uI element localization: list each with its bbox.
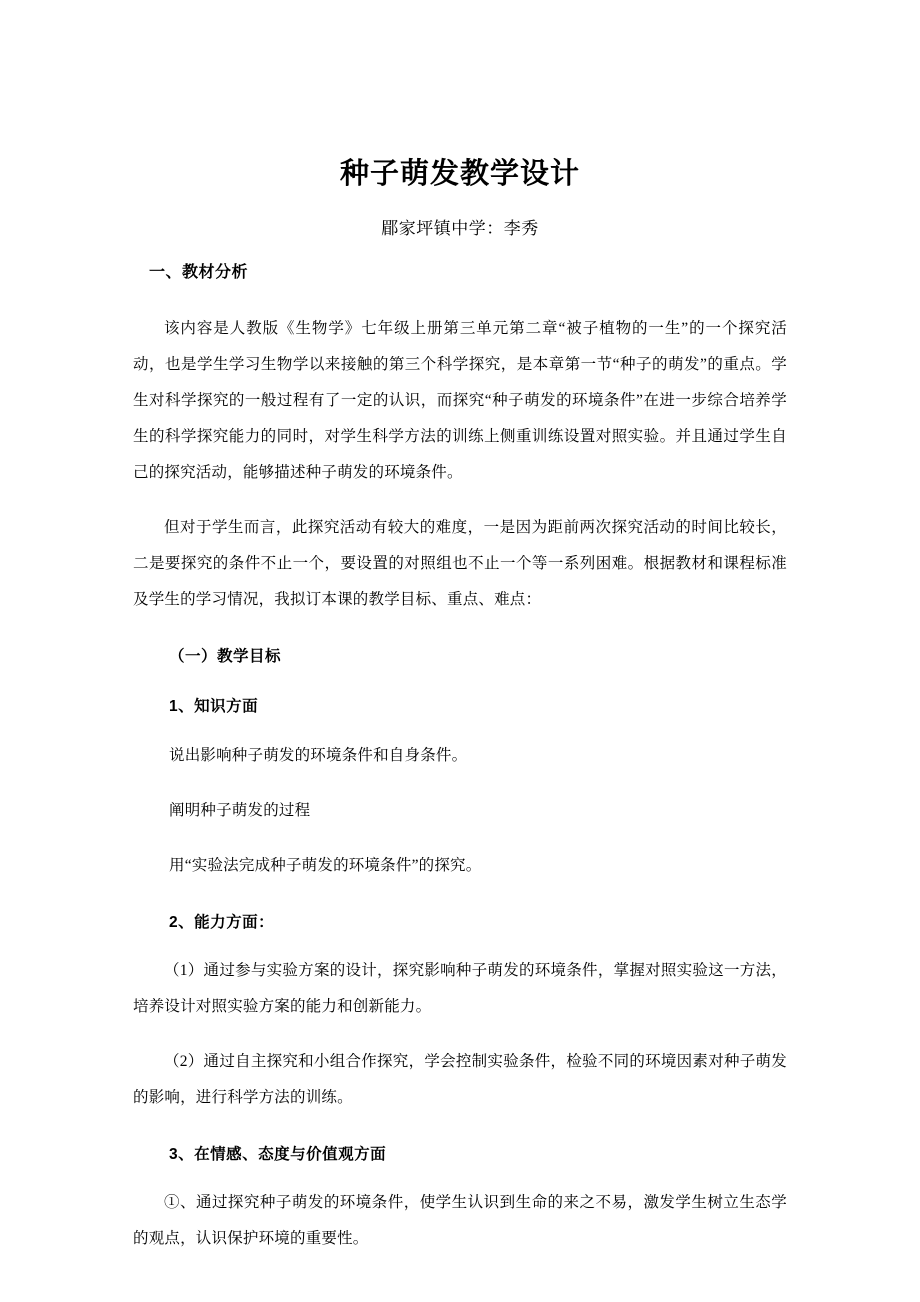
item-heading-ability: 2、能力方面： [169, 913, 275, 931]
paragraph: 用“实验法完成种子萌发的环境条件”的探究。 [169, 856, 482, 874]
item-heading-knowledge: 1、知识方面 [169, 698, 259, 716]
section-heading-teaching-material-analysis: 一、教材分析 [149, 264, 249, 282]
paragraph: 该内容是人教版《生物学》七年级上册第三单元第二章“被子植物的一生”的一个探究活动，也是学生学习生物学以来接触的第三个科学探究，是本章第一节“种子的萌发”的重点。学生对科学探究的一般过程有了一定的认识，而探究“种子萌发的环境条件”在进一步综合培养学生的科学探究能力的同时，对学生科学方法的训练上侧重训练设置对照实验。并且通过学生自己的探究活动，能够描述种子萌发的环境条件。 [133, 320, 787, 482]
sub-heading-teaching-objectives: （一）教学目标 [169, 648, 282, 666]
page-title: 种子萌发教学设计 [339, 158, 580, 190]
paragraph: （2）通过自主探究和小组合作探究，学会控制实验条件，检验不同的环境因素对种子萌发的影响，进行科学方法的训练。 [133, 1052, 787, 1106]
paragraph: ①、通过探究种子萌发的环境条件，使学生认识到生命的来之不易，激发学生树立生态学的观点，认识保护环境的重要性。 [133, 1194, 787, 1248]
paragraph: 说出影响种子萌发的环境条件和自身条件。 [169, 746, 468, 764]
document-byline: 郿家坪镇中学：李秀 [381, 218, 539, 238]
item-heading-emotion-attitude-values: 3、在情感、态度与价值观方面 [169, 1145, 387, 1163]
paragraph: 阐明种子萌发的过程 [169, 801, 311, 819]
paragraph: 但对于学生而言，此探究活动有较大的难度，一是因为距前两次探究活动的时间比较长，二是要探究的条件不止一个，要设置的对照组也不止一个等一系列困难。根据教材和课程标准及学生的学习情况，我拟订本课的教学目标、重点、难点： [133, 519, 787, 609]
document-body [133, 0, 787, 1257]
paragraph: （1）通过参与实验方案的设计，探究影响种子萌发的环境条件，掌握对照实验这一方法，培养设计对照实验方案的能力和创新能力。 [133, 961, 787, 1015]
